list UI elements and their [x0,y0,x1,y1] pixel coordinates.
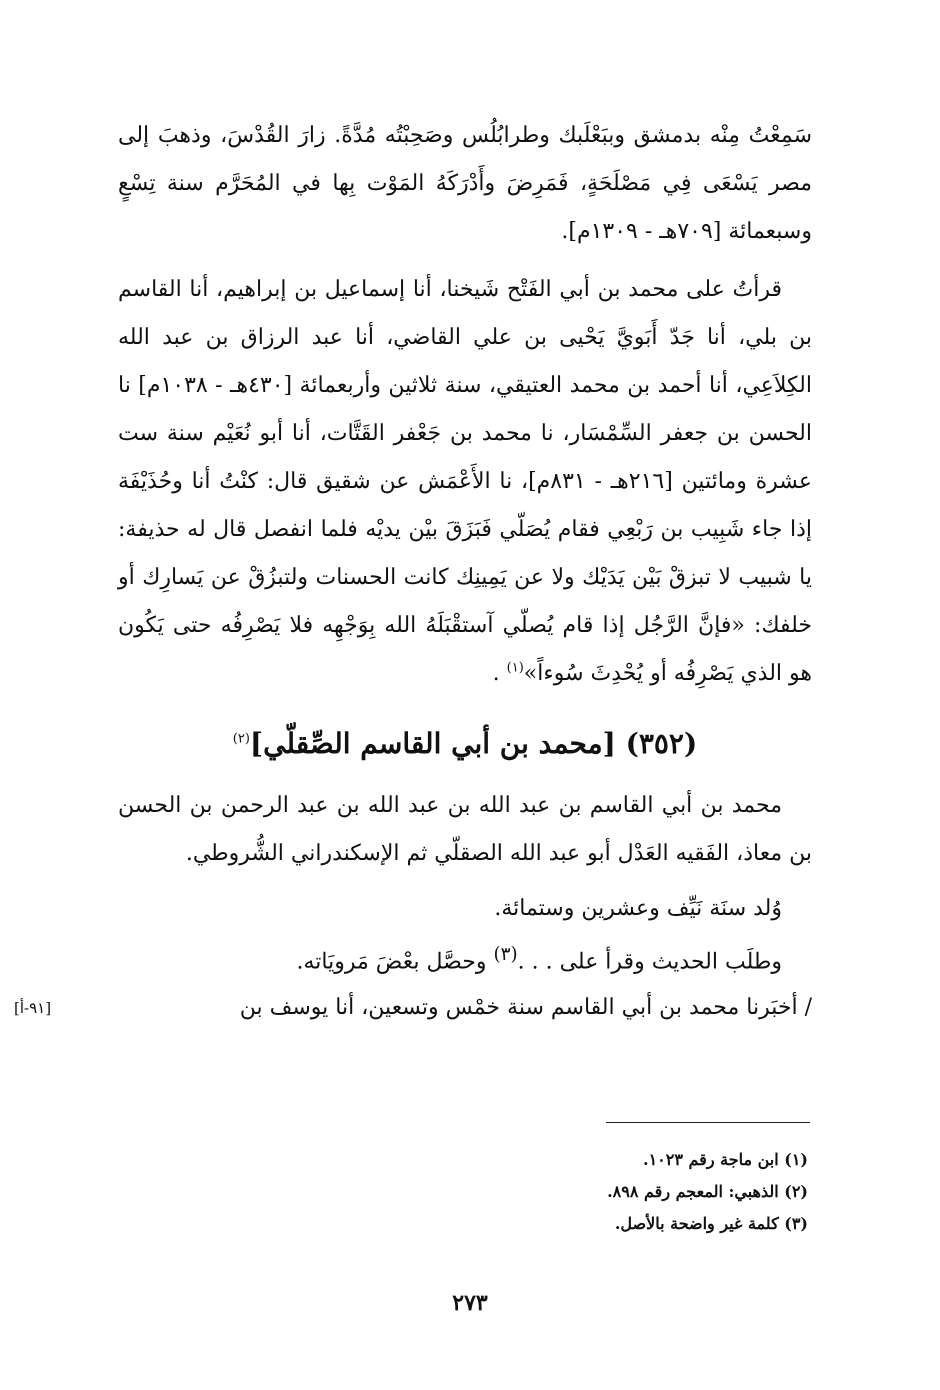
study-line-end: وحصَّل بعْضَ مَرويَاته. [296,949,487,975]
entry-heading-text: (٣٥٢) [محمد بن أبي القاسم الصِّقلّي] [249,727,698,760]
footnote-2: (٢) الذهبي: المعجم رقم ٨٩٨. [607,1182,808,1201]
narration-line [14,985,812,1031]
paragraph-2: قرأتُ على محمد بن أبي الفَتْح شَيخنا، أنا إسماعيل بن إبراهيم، أنا القاسم بن بلي، أنا جَدّ أَبَويَّ يَحْيى بن علي القاضي، أنا عبد الرزاق بن عبد الله الكِلاَعِي، أنا أحمد بن محمد العتيقي، سنة ثلاثين وأربعمائة [٤٣٠هـ - ١٠٣٨م] نا الحسن بن جعفر السِّمْسَار، نا محمد بن جَعْفر القَتَّات، أنا أبو نُعَيْم سنة ست عشرة ومائتين [٢١٦هـ - ٨٣١م]، نا الأَعْمَش عن شقيق قال: كنْتُ أنا وحُذَيْفَة إذا جاء شَبِيب بن رَبْعِي فقام يُصَلّي فَبَزَقَ بيْن يديْه فلما انفصل قال له حذيفة: يا شبيب لا تبزقْ بَيْن يَدَيْك ولا عن يَمِينِك كانت الحسنات ولتبزُقْ عن يَسارِك أو خلفك: «فإنَّ الرَّجُل إذا قام يُصلّي آستقْبَلَهُ الله بِوَجْهِه فلا يَصْرِفُه حتى يَكُون هو الذي يَصْرِفُه أو يُحْدِثَ سُوءاً»$^{(١)}$ . [118,277,813,686]
footnote-ref-3: (٣) [493,944,518,965]
paragraph-1: سَمِعْتُ مِنْه بدمشق وببَعْلَبك وطرابُلُس وصَحِبْتُه مُدَّةً. زارَ القُدْسَ، وذهبَ إلى مصر يَسْعَى فِي مَصْلَحَةٍ، فَمَرِضَ وأَدْرَكَهُ المَوْت بِها في المُحَرَّم سنة تِسْعٍ وسبعمائة [٧٠٩هـ - ١٣٠٩م]. [118,123,812,244]
footnote-ref-1: (١) [506,660,524,676]
paragraph-2-text: قرأتُ على محمد بن أبي الفَتْح شَيخنا، أنا إسماعيل بن إبراهيم، أنا القاسم بن بلي، أنا جَدّ أَبَويَّ يَحْيى بن علي القاضي، أنا عبد الرزاق بن عبد الله الكِلاَعِي، أنا أحمد بن محمد العتيقي، سنة ثلاثين وأربعمائة [٤٣٠هـ - ١٠٣٨م] نا الحسن بن جعفر السِّمْسَار، نا محمد بن جَعْفر القَتَّات، أنا أبو نُعَيْم سنة ست عشرة ومائتين [٢١٦هـ - ٨٣١م]، نا الأَعْمَش عن شقيق قال: كنْتُ أنا وحُذَيْفَة إذا جاء شَبِيب بن رَبْعِي فقام يُصَلّي فَبَزَقَ بيْن يديْه فلما انفصل قال له حذيفة: يا شبيب لا تبزقْ بَيْن يَدَيْك ولا عن يَمِينِك كانت الحسنات ولتبزُقْ عن يَسارِك أو خلفك: «فإنَّ الرَّجُل إذا قام يُصلّي آستقْبَلَهُ الله بِوَجْهِه فلا يَصْرِفُه حتى يَكُون هو الذي يَصْرِفُه أو يُحْدِثَ سُوءاً» [118,277,813,686]
footnotes [300,1144,808,1240]
page-number: ٢٧٣ [452,1290,488,1316]
entry-heading [118,720,812,768]
birth-line: وُلد سنَة نَيِّف وعشرين وستمائة. [494,896,782,921]
manuscript-folio-ref: [٩١-أ] [14,999,52,1018]
footnote-divider [606,1122,810,1123]
study-line-text: وطلَب الحديث وقرأ على . . . [517,949,782,975]
footnote-ref-2: (٢) [232,731,250,747]
footnote-1: (١) ابن ماجة رقم ١٠٢٣. [643,1150,808,1169]
main-text [14,112,813,1031]
footnote-3: (٣) كلمة غير واضحة بالأصل. [614,1214,808,1233]
narration-text: / أخبَرنا محمد بن أبي القاسم سنة خمْس وتسعين، أنا يوسف بن [239,995,812,1021]
study-line [118,932,812,985]
paragraph-3: محمد بن أبي القاسم بن عبد الله بن عبد الله بن عبد الرحمن بن الحسن بن معاذ، الفَقيه العَدْل أبو عبد الله الصقلّي ثم الإسكندراني الشُّروطي. [118,793,812,866]
